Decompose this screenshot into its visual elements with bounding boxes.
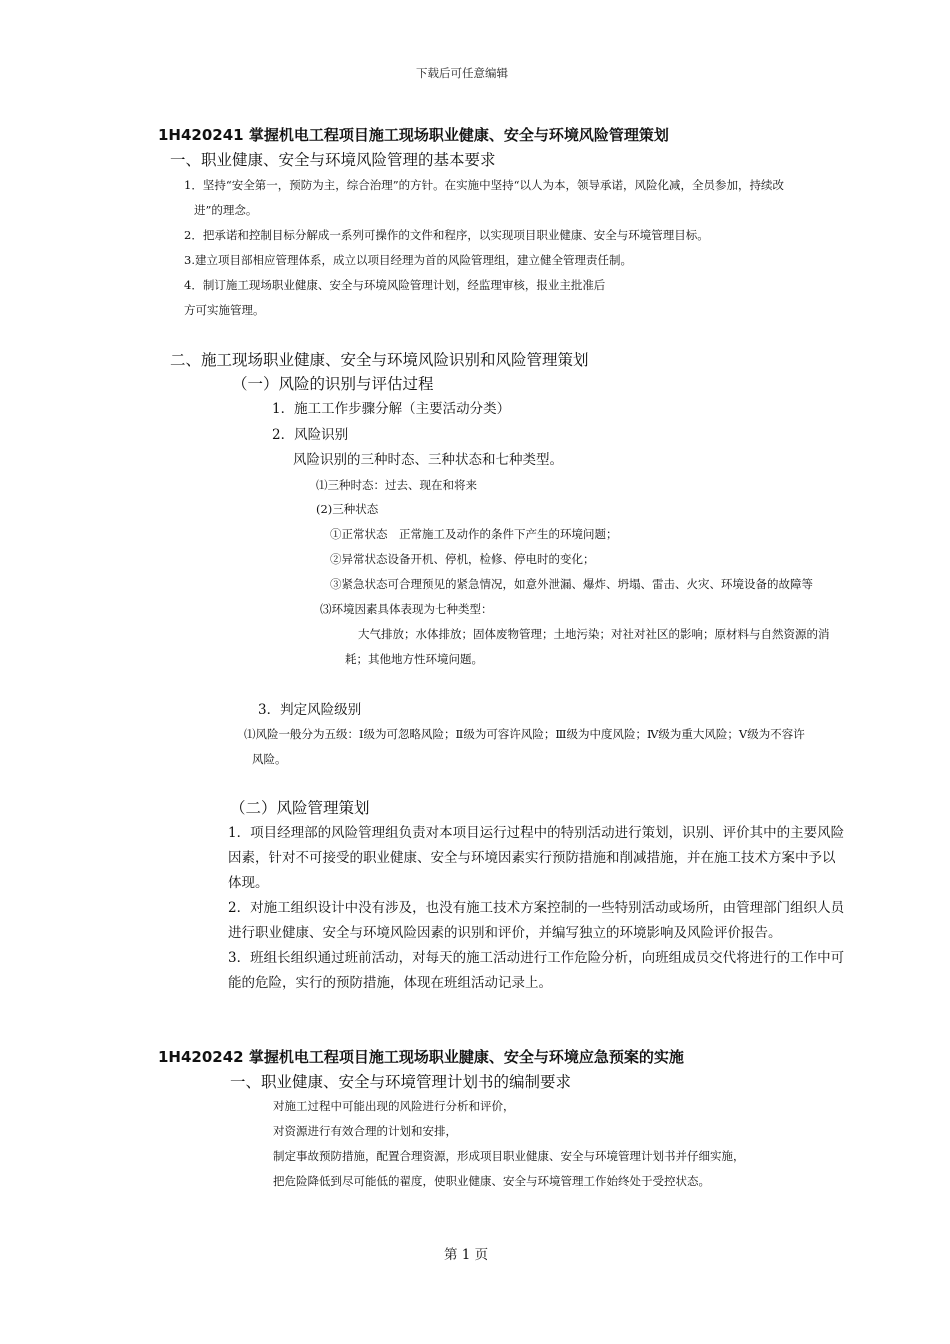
s1-p2-state-3: ③紧急状态可合理预见的紧急情况，如意外泄漏、爆炸、坍塌、雷击、火灾、环境设备的故障等 [330, 577, 813, 591]
s1-p2-types-title: ⑶环境因素具体表现为七种类型： [320, 602, 493, 616]
s1-p2-sub2-line-6: 3．班组长组织通过班前活动，对每天的施工活动进行工作危险分析，向班组成员交代将进行的工作中可 [228, 950, 845, 966]
s1-p2-states-title: (2)三种状态 [316, 502, 379, 516]
s2-line-2: 对资源进行有效合理的计划和安排， [273, 1124, 457, 1138]
s2-part1-heading: 一、职业健康、安全与环境管理计划书的编制要求 [230, 1073, 572, 1091]
s1-part1-heading: 一、职业健康、安全与环境风险管理的基本要求 [170, 151, 496, 169]
s1-p1-item-1-cont: 进”的理念。 [194, 203, 258, 217]
s1-p1-item-1: 1．坚持“安全第一，预防为主，综合治理”的方针。在实施中坚持“以人为本，领导承诺，风险化减，全员参加，持续改 [184, 178, 784, 192]
s2-line-3: 制定事故预防措施，配置合理资源，形成项目职业健康、安全与环境管理计划书并仔细实施， [273, 1149, 745, 1163]
s1-p2-step-2: 2．风险识别 [272, 427, 349, 443]
s1-p1-item-4-cont: 方可实施管理。 [184, 303, 265, 317]
s1-p2-types-line-2: 耗；其他地方性环境问题。 [345, 652, 483, 666]
s1-p2-state-1: ①正常状态 正常施工及动作的条件下产生的环境问题； [330, 527, 618, 541]
s1-part2-heading: 二、施工现场职业健康、安全与环境风险识别和风险管理策划 [170, 351, 589, 369]
page-header: 下载后可任意编辑 [416, 66, 508, 80]
s1-p2-tense: ⑴三种时态：过去、现在和将来 [316, 478, 477, 492]
s1-p1-item-2: 2．把承诺和控制目标分解成一系列可操作的文件和程序，以实现项目职业健康、安全与环境管理目标。 [184, 228, 709, 242]
s1-p1-item-4: 4．制订施工现场职业健康、安全与环境风险管理计划，经监理审核，报业主批准后 [184, 278, 606, 292]
s2-line-1: 对施工过程中可能出现的风险进行分析和评价， [273, 1099, 515, 1113]
s2-line-4: 把危险降低到尽可能低的翟度，使职业健康、安全与环境管理工作始终处于受控状态。 [273, 1174, 710, 1188]
page-number: 第 1 页 [444, 1247, 489, 1263]
s1-p2-levels-line-2: 风险。 [252, 752, 287, 766]
s1-p2-sub2-line-2: 因素，针对不可接受的职业健康、安全与环境因素实行预防措施和削减措施，并在施工技术方案中予以 [228, 850, 836, 866]
s1-p2-sub2-line-5: 进行职业健康、安全与环境风险因素的识别和评价，并编写独立的环境影响及风险评价报告。 [228, 925, 782, 941]
s1-p1-item-3: 3.建立项目部相应管理体系，成立以项目经理为首的风险管理组，建立健全管理责任制。 [184, 253, 632, 267]
s1-p2-sub2-heading: （二）风险管理策划 [230, 799, 370, 817]
s1-p2-sub2-line-7: 能的危险，实行的预防措施，体现在班组活动记录上。 [228, 975, 552, 991]
s1-p2-step-1: 1．施工工作步骤分解（主要活动分类） [272, 401, 511, 417]
s1-p2-risk-intro: 风险识别的三种时态、三种状态和七种类型。 [293, 452, 563, 468]
s1-p2-sub2-line-4: 2．对施工组织设计中没有涉及，也没有施工技术方案控制的一些特别活动或场所，由管理部门组织人员 [228, 900, 845, 916]
section-1-title: 1H420241 掌握机电工程项目施工现场职业健康、安全与环境风险管理策划 [158, 126, 669, 144]
s1-p2-sub1-heading: （一）风险的识别与评估过程 [232, 375, 434, 393]
s1-p2-step-3: 3．判定风险级别 [258, 702, 362, 718]
section-2-title: 1H420242 掌握机电工程项目施工现场职业腱康、安全与环境应急预案的实施 [158, 1048, 684, 1066]
s1-p2-sub2-line-3: 体现。 [228, 875, 269, 891]
s1-p2-sub2-line-1: 1．项目经理部的风险管理组负责对本项目运行过程中的特别活动进行策划，识别、评价其中的主要风险 [228, 825, 845, 841]
s1-p2-types-line-1: 大气排放；水体排放；固体废物管理；土地污染；对社对社区的影响；原材料与自然资源的消 [358, 627, 830, 641]
s1-p2-levels-line-1: ⑴风险一般分为五级：Ⅰ级为可忽略风险；Ⅱ级为可容许风险；Ⅲ级为中度风险；Ⅳ级为重大风险；Ⅴ级为不容许 [244, 727, 805, 741]
s1-p2-state-2: ②异常状态设备开机、停机，检修、停电时的变化； [330, 552, 595, 566]
